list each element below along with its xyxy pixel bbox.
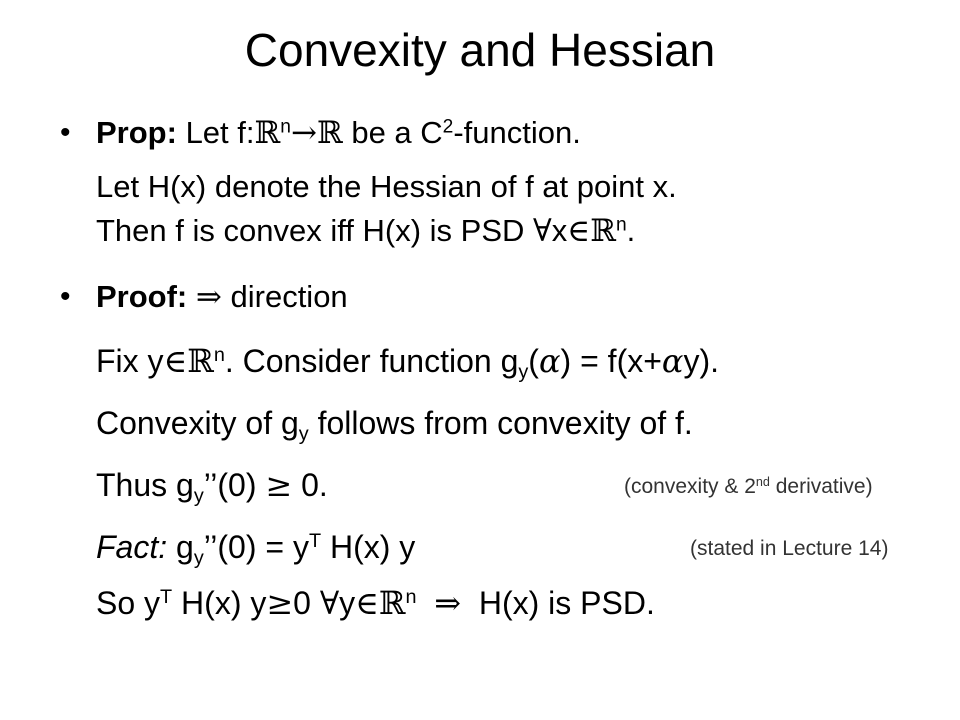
- reals-symbol: ℝ: [378, 584, 406, 622]
- var-y: y: [339, 585, 356, 621]
- reals-symbol: ℝ: [254, 115, 281, 151]
- thus-text: Thus g: [96, 467, 194, 503]
- slide-title: Convexity and Hessian: [244, 24, 716, 76]
- reals-symbol: ℝ: [316, 115, 343, 151]
- psd-conclusion: H(x) is PSD.: [478, 585, 655, 621]
- convexity-text: Convexity of g: [96, 405, 299, 441]
- exponent-n: n: [405, 586, 417, 609]
- proof-line-conclusion: [96, 584, 655, 622]
- fact-hessian: H(x) y: [329, 529, 416, 565]
- var-x: x: [551, 213, 568, 248]
- exponent-n: n: [213, 344, 225, 367]
- subscript-y: y: [298, 422, 309, 445]
- follows-text: follows from convexity of f.: [317, 405, 693, 441]
- consider-text: . Consider function g: [224, 343, 519, 379]
- reals-symbol: ℝ: [590, 213, 616, 249]
- prop-line-3: [96, 212, 635, 250]
- bullet-marker: •: [60, 280, 71, 313]
- equals-text: ) = f(x+: [560, 343, 662, 379]
- superscript-T: T: [160, 586, 173, 609]
- note-lecture: (stated in Lecture 14): [690, 537, 889, 560]
- fix-text: Fix y: [96, 343, 164, 379]
- proof-label: Proof:: [96, 279, 188, 314]
- implies-symbol: ⇒: [195, 279, 222, 315]
- forall-symbol: ∀: [533, 213, 552, 249]
- proof-line-thus: [96, 466, 328, 507]
- prop-line-1: [96, 114, 581, 152]
- subscript-y: y: [193, 484, 204, 507]
- prop-line-2: Let H(x) denote the Hessian of f at point x.: [96, 169, 677, 204]
- so-zero: 0: [293, 585, 311, 621]
- element-of-symbol: ∈: [567, 213, 591, 249]
- proof-line-fact: [96, 528, 416, 569]
- prop-label: Prop:: [96, 115, 177, 150]
- so-text: So y: [96, 585, 161, 621]
- geq-symbol: ≥: [265, 466, 293, 504]
- bullet-marker: •: [60, 116, 71, 149]
- proof-line-fix: [96, 342, 720, 383]
- prop-text-then: Then f is convex iff H(x) is PSD: [96, 213, 525, 248]
- note-convexity: (convexity & 2nd derivative): [624, 475, 873, 498]
- prop-text-be: be a C: [351, 115, 443, 150]
- element-of-symbol: ∈: [163, 342, 188, 380]
- implies-symbol: ⇒: [434, 584, 462, 622]
- subscript-y: y: [193, 546, 204, 569]
- exponent-n: n: [280, 116, 291, 138]
- exponent-n: n: [615, 214, 627, 236]
- geq-symbol: ≥: [266, 584, 294, 622]
- proof-line-convexity: [96, 404, 693, 445]
- period: .: [626, 213, 636, 248]
- arrow-symbol: →: [290, 115, 317, 151]
- fact-g: g: [176, 529, 194, 565]
- close-text: y).: [683, 343, 720, 379]
- prop-text-let: Let f:: [185, 115, 255, 150]
- prop-text-function: -function.: [453, 115, 581, 150]
- superscript-T: T: [308, 530, 322, 553]
- zero-text: 0.: [301, 467, 328, 503]
- proof-line-1: [96, 278, 348, 316]
- alpha-symbol: α: [661, 342, 684, 380]
- forall-symbol: ∀: [319, 584, 340, 622]
- so-hessian: H(x) y: [181, 585, 267, 621]
- second-derivative-text: ’’(0): [203, 467, 257, 503]
- alpha-symbol: α: [538, 342, 561, 380]
- paren-open: (: [528, 343, 539, 379]
- exponent-2: 2: [442, 116, 454, 138]
- fact-label: Fact:: [96, 529, 168, 565]
- subscript-y: y: [518, 360, 529, 383]
- element-of-symbol: ∈: [355, 584, 379, 622]
- reals-symbol: ℝ: [187, 342, 214, 380]
- fact-text: ’’(0) = y: [203, 529, 309, 565]
- proof-direction: direction: [230, 279, 348, 314]
